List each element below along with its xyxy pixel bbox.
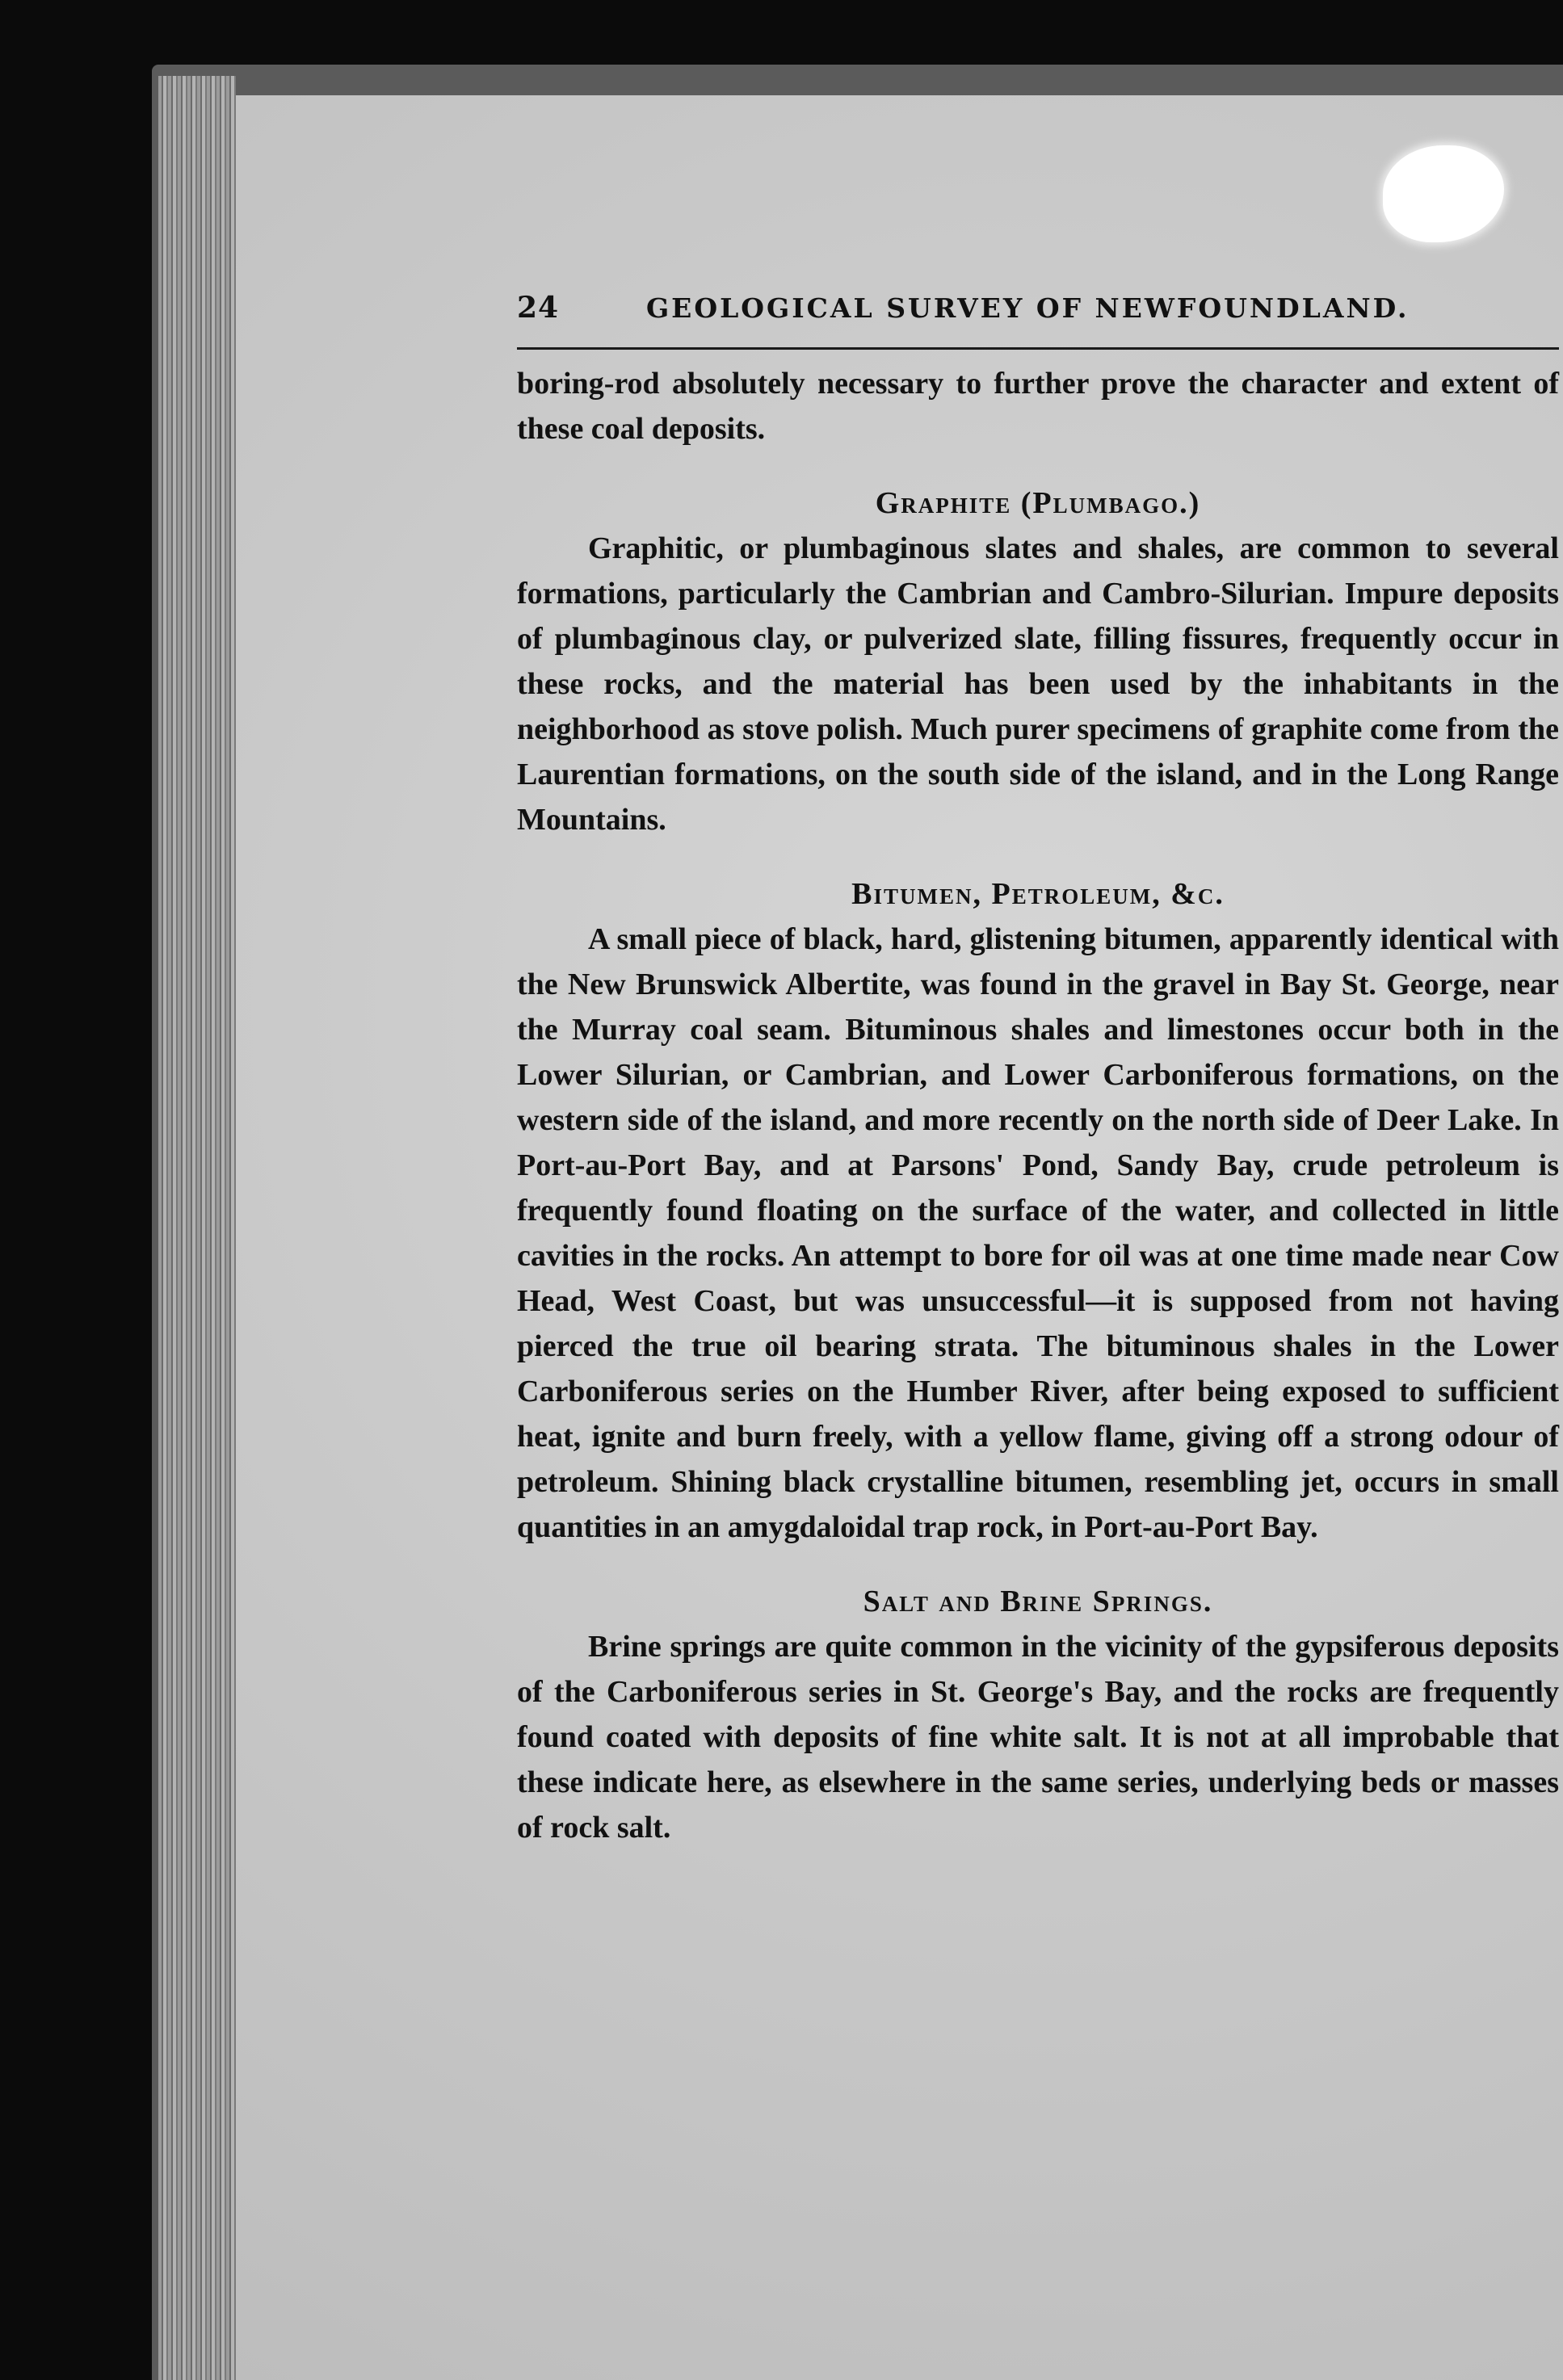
paper-blemish xyxy=(1383,145,1504,242)
running-head xyxy=(517,291,1559,350)
section-heading-salt: Salt and Brine Springs. xyxy=(863,1585,1213,1618)
section-paragraph-bitumen: A small piece of black, hard, glistening bitumen, apparently identical with the New Brunswick Albertite, was found in the gravel in Bay St. George, near the Murray coal seam. Bituminous shales and limestones occur both in the Lower Silurian, or Cambrian, and Lower Carboniferous formations, on the western side of the island, and more recently on the north side of Deer Lake. In Port-au-Port Bay, and at Parsons' Pond, Sandy Bay, crude petroleum is frequently found floating on the surface of the water, and collected in little cavities in the rocks. An attempt to bore for oil was at one time made near Cow Head, West Coast, but was unsuccessful—it is supposed from not having pierced the true oil bearing strata. The bituminous shales in the Lower Carboniferous series on the Humber River, after being exposed to sufficient heat, ignite and burn freely, with a yellow flame, giving off a strong odour of petroleum. Shining black crystalline bitumen, resembling jet, occurs in small quantities in an amygdaloidal trap rock, in Port-au-Port Bay. xyxy=(517,922,1559,1544)
page-number: 24 xyxy=(517,291,560,325)
page-edges xyxy=(158,76,236,2380)
section-paragraph-graphite: Graphitic, or plumbaginous slates and shales, are common to several formations, particularly the Cambrian and Cambro-Silurian. Impure deposits of plumbaginous clay, or pulverized slate, filling fissures, frequently occur in these rocks, and the material has been used by the inhabitants in the neighborhood as stove polish. Much purer specimens of graphite come from the Laurentian formations, on the south side of the island, and in the Long Range Mountains. xyxy=(517,531,1559,837)
section-heading-bitumen: Bitumen, Petroleum, &c. xyxy=(851,877,1225,911)
opening-paragraph: boring-rod absolutely necessary to further prove the character and extent of these coal deposits. xyxy=(517,367,1559,446)
text-block xyxy=(517,291,1559,1850)
section-heading-graphite: Graphite (Plumbago.) xyxy=(875,486,1201,520)
running-title: GEOLOGICAL SURVEY OF NEWFOUNDLAND. xyxy=(646,292,1410,324)
section-paragraph-salt: Brine springs are quite common in the vicinity of the gypsiferous deposits of the Carboniferous series in St. George's Bay, and the rocks are frequently found coated with deposits of fine white salt. It is not at all improbable that these indicate here, as elsewhere in the same series, underlying beds or masses of rock salt. xyxy=(517,1630,1559,1845)
